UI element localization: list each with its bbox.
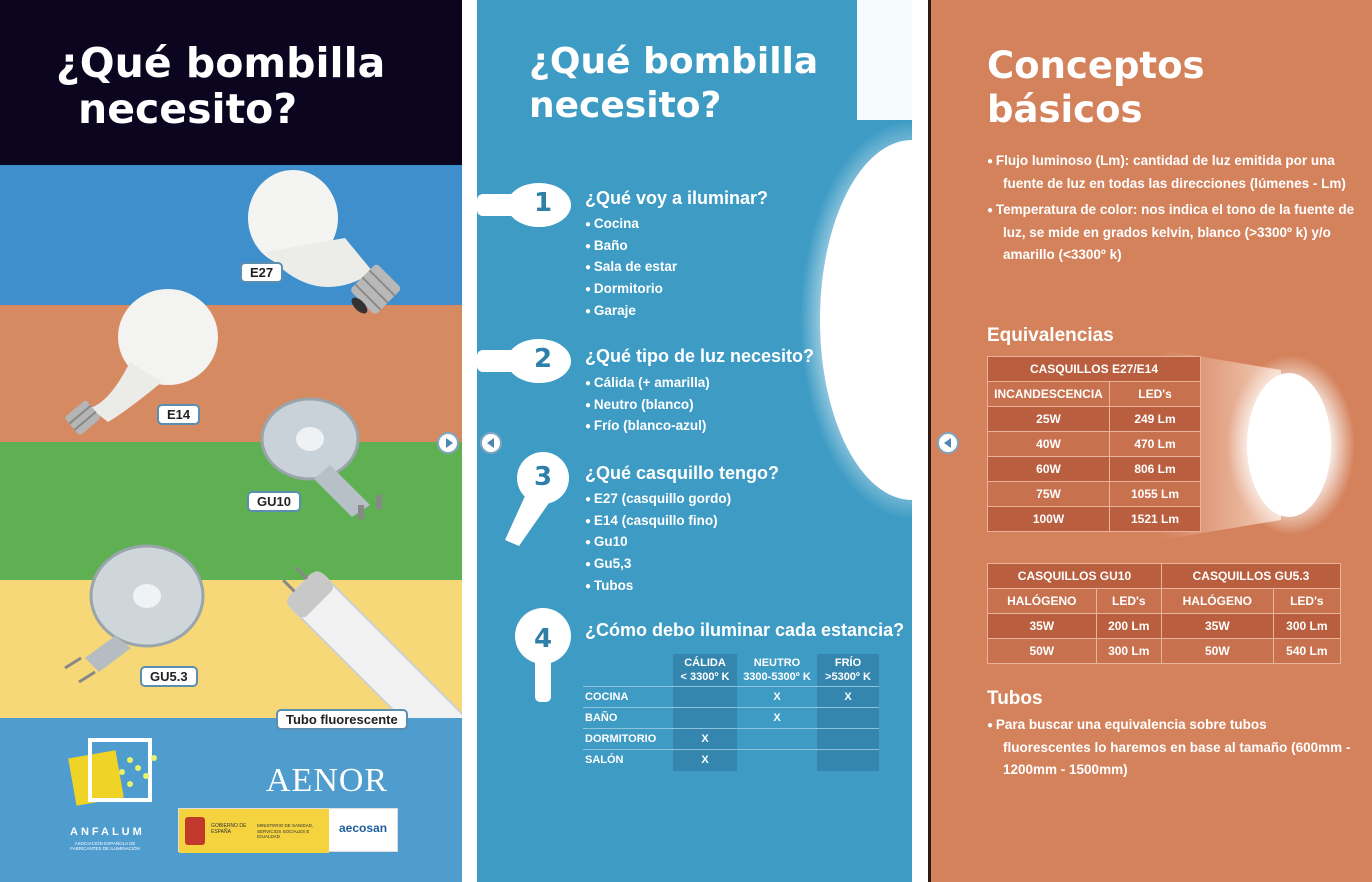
table-cell: 1521 Lm (1110, 507, 1201, 532)
questions-panel (477, 0, 912, 882)
table-cell (817, 729, 879, 750)
room-lighting-table (583, 654, 879, 771)
gu10-gu53-table (987, 563, 1341, 664)
title-line-2: necesito? (78, 85, 298, 133)
column-header: LED's (1096, 589, 1161, 614)
table-cell: 40W (988, 432, 1110, 457)
e27-label: E27 (240, 262, 283, 283)
list-item: ● Sala de estar (585, 257, 677, 279)
gu10-label: GU10 (247, 491, 301, 512)
column-header (673, 654, 737, 687)
table-cell: X (673, 729, 737, 750)
table-row (583, 687, 879, 708)
prev-page-arrow-icon[interactable] (937, 432, 959, 454)
table-row (988, 614, 1341, 639)
row-label: BAÑO (583, 708, 673, 729)
group-header: CASQUILLOS GU10 (988, 564, 1162, 589)
list-item: ● E14 (casquillo fino) (585, 511, 731, 533)
concepts-panel (928, 0, 1372, 882)
prev-page-arrow-icon[interactable] (480, 432, 502, 454)
column-name: FRÍO (834, 657, 862, 669)
tube-label: Tubo fluorescente (276, 709, 408, 730)
table-cell: 200 Lm (1096, 614, 1161, 639)
page-title (529, 40, 818, 128)
table-cell: X (673, 750, 737, 771)
question-2-heading: ¿Qué tipo de luz necesito? (585, 346, 815, 366)
group-header: CASQUILLOS GU5.3 (1161, 564, 1340, 589)
cover-panel (0, 0, 462, 882)
coat-of-arms-icon (185, 817, 205, 845)
question-2-number: 2 (533, 344, 553, 374)
question-1-list (585, 214, 677, 323)
table-row (988, 589, 1341, 614)
table-title: CASQUILLOS E27/E14 (988, 357, 1201, 382)
table-cell: 1055 Lm (1110, 482, 1201, 507)
table-row (583, 729, 879, 750)
table-cell: 60W (988, 457, 1110, 482)
title-line-1: ¿Qué bombilla (529, 41, 819, 82)
row-label: COCINA (583, 687, 673, 708)
table-row (988, 382, 1201, 407)
question-3-heading: ¿Qué casquillo tengo? (585, 463, 780, 483)
table-row (988, 639, 1341, 664)
table-cell (817, 708, 879, 729)
column-header: LED's (1110, 382, 1201, 407)
table-cell: 35W (1161, 614, 1273, 639)
table-cell: 50W (988, 639, 1097, 664)
table-cell: 806 Lm (1110, 457, 1201, 482)
table-cell: 50W (1161, 639, 1273, 664)
column-header: LED's (1273, 589, 1340, 614)
table-cell (673, 687, 737, 708)
table-cell: 300 Lm (1273, 614, 1340, 639)
e27-e14-table (987, 356, 1201, 532)
tubos-list (987, 714, 1357, 785)
next-page-arrow-icon[interactable] (437, 432, 459, 454)
row-label: DORMITORIO (583, 729, 673, 750)
list-item: ● E27 (casquillo gordo) (585, 489, 731, 511)
question-3-list (585, 489, 731, 598)
table-cell (673, 708, 737, 729)
list-item: ● Temperatura de color: nos indica el tono de la fuente de luz, se mide en grados kelvin, blanco (>3300º k) y/o amarillo (<3300º k) (987, 199, 1367, 266)
question-2-list (585, 373, 710, 438)
page-title (56, 40, 385, 132)
column-sub: < 3300º K (680, 671, 730, 683)
table-cell: 25W (988, 407, 1110, 432)
list-item: ● Cálida (+ amarilla) (585, 373, 710, 395)
table-cell: 35W (988, 614, 1097, 639)
table-cell: 75W (988, 482, 1110, 507)
e27-bulb-image (225, 160, 415, 330)
e14-label: E14 (157, 404, 200, 425)
table-cell: 100W (988, 507, 1110, 532)
table-cell: 540 Lm (1273, 639, 1340, 664)
column-header: HALÓGENO (1161, 589, 1273, 614)
column-header: INCANDESCENCIA (988, 382, 1110, 407)
title-line-1: ¿Qué bombilla (56, 39, 386, 87)
list-item: ● Para buscar una equivalencia sobre tubos fluorescentes lo haremos en base al tamaño (600mm - 1200mm - 1500mm) (987, 714, 1357, 781)
table-cell: X (737, 687, 817, 708)
gobierno-text: GOBIERNO DE ESPAÑA (211, 823, 247, 835)
column-header (817, 654, 879, 687)
column-sub: 3300-5300º K (743, 671, 811, 683)
column-header (737, 654, 817, 687)
table-row (583, 750, 879, 771)
table-cell: 470 Lm (1110, 432, 1201, 457)
title-line-2: necesito? (529, 85, 722, 126)
table-row (988, 507, 1201, 532)
title-line-2: básicos (987, 88, 1143, 131)
gu53-label: GU5.3 (140, 666, 198, 687)
question-4-heading: ¿Cómo debo iluminar cada estancia? (585, 620, 905, 640)
question-4-number: 4 (533, 624, 553, 654)
government-logo-box (178, 808, 398, 852)
list-item: ● Dormitorio (585, 279, 677, 301)
column-sub: >5300º K (825, 671, 871, 683)
question-1-number: 1 (533, 188, 553, 218)
table-cell: X (737, 708, 817, 729)
table-row (988, 357, 1201, 382)
list-item: ● Flujo luminoso (Lm): cantidad de luz emitida por una fuente de luz en todas las direcciones (lúmenes - Lm) (987, 150, 1367, 195)
table-row (988, 457, 1201, 482)
ministerio-text: MINISTERIO DE SANIDAD, SERVICIOS SOCIALES E IGUALDAD (257, 823, 314, 839)
title-line-1: Conceptos (987, 44, 1205, 87)
list-item: ● Tubos (585, 576, 731, 598)
column-name: CÁLIDA (684, 657, 726, 669)
table-row (583, 708, 879, 729)
e14-bulb-image (50, 282, 230, 442)
list-item: ● Neutro (blanco) (585, 395, 710, 417)
table-cell: 300 Lm (1096, 639, 1161, 664)
list-item: ● Cocina (585, 214, 677, 236)
list-item: ● Gu5,3 (585, 554, 731, 576)
aecosan-logo: aecosan (339, 821, 388, 835)
empty-header (583, 654, 673, 687)
table-cell (817, 750, 879, 771)
anfalum-text: ANFALUM (70, 826, 145, 838)
anfalum-logo (60, 730, 170, 820)
table-row (988, 482, 1201, 507)
list-item: ● Garaje (585, 301, 677, 323)
anfalum-subtext: ASOCIACIÓN ESPAÑOLA DE FABRICANTES DE ILUMINACIÓN (70, 841, 140, 851)
table-cell (737, 729, 817, 750)
table-row (988, 407, 1201, 432)
row-label: SALÓN (583, 750, 673, 771)
table-row (988, 432, 1201, 457)
page-title (987, 44, 1205, 132)
table-cell: 249 Lm (1110, 407, 1201, 432)
table-cell: X (817, 687, 879, 708)
list-item: ● Gu10 (585, 532, 731, 554)
equivalencias-heading: Equivalencias (987, 325, 1114, 346)
concepts-list (987, 150, 1367, 270)
question-1-heading: ¿Qué voy a iluminar? (585, 188, 769, 208)
table-cell (737, 750, 817, 771)
column-name: NEUTRO (753, 657, 801, 669)
aenor-logo: AENOR (266, 762, 389, 799)
column-header: HALÓGENO (988, 589, 1097, 614)
question-3-number: 3 (533, 462, 553, 492)
list-item: ● Baño (585, 236, 677, 258)
table-row (988, 564, 1341, 589)
bulb-4-icon (513, 606, 573, 716)
tubos-heading: Tubos (987, 688, 1043, 709)
fluorescent-tube-image (280, 560, 462, 718)
list-item: ● Frío (blanco-azul) (585, 416, 710, 438)
